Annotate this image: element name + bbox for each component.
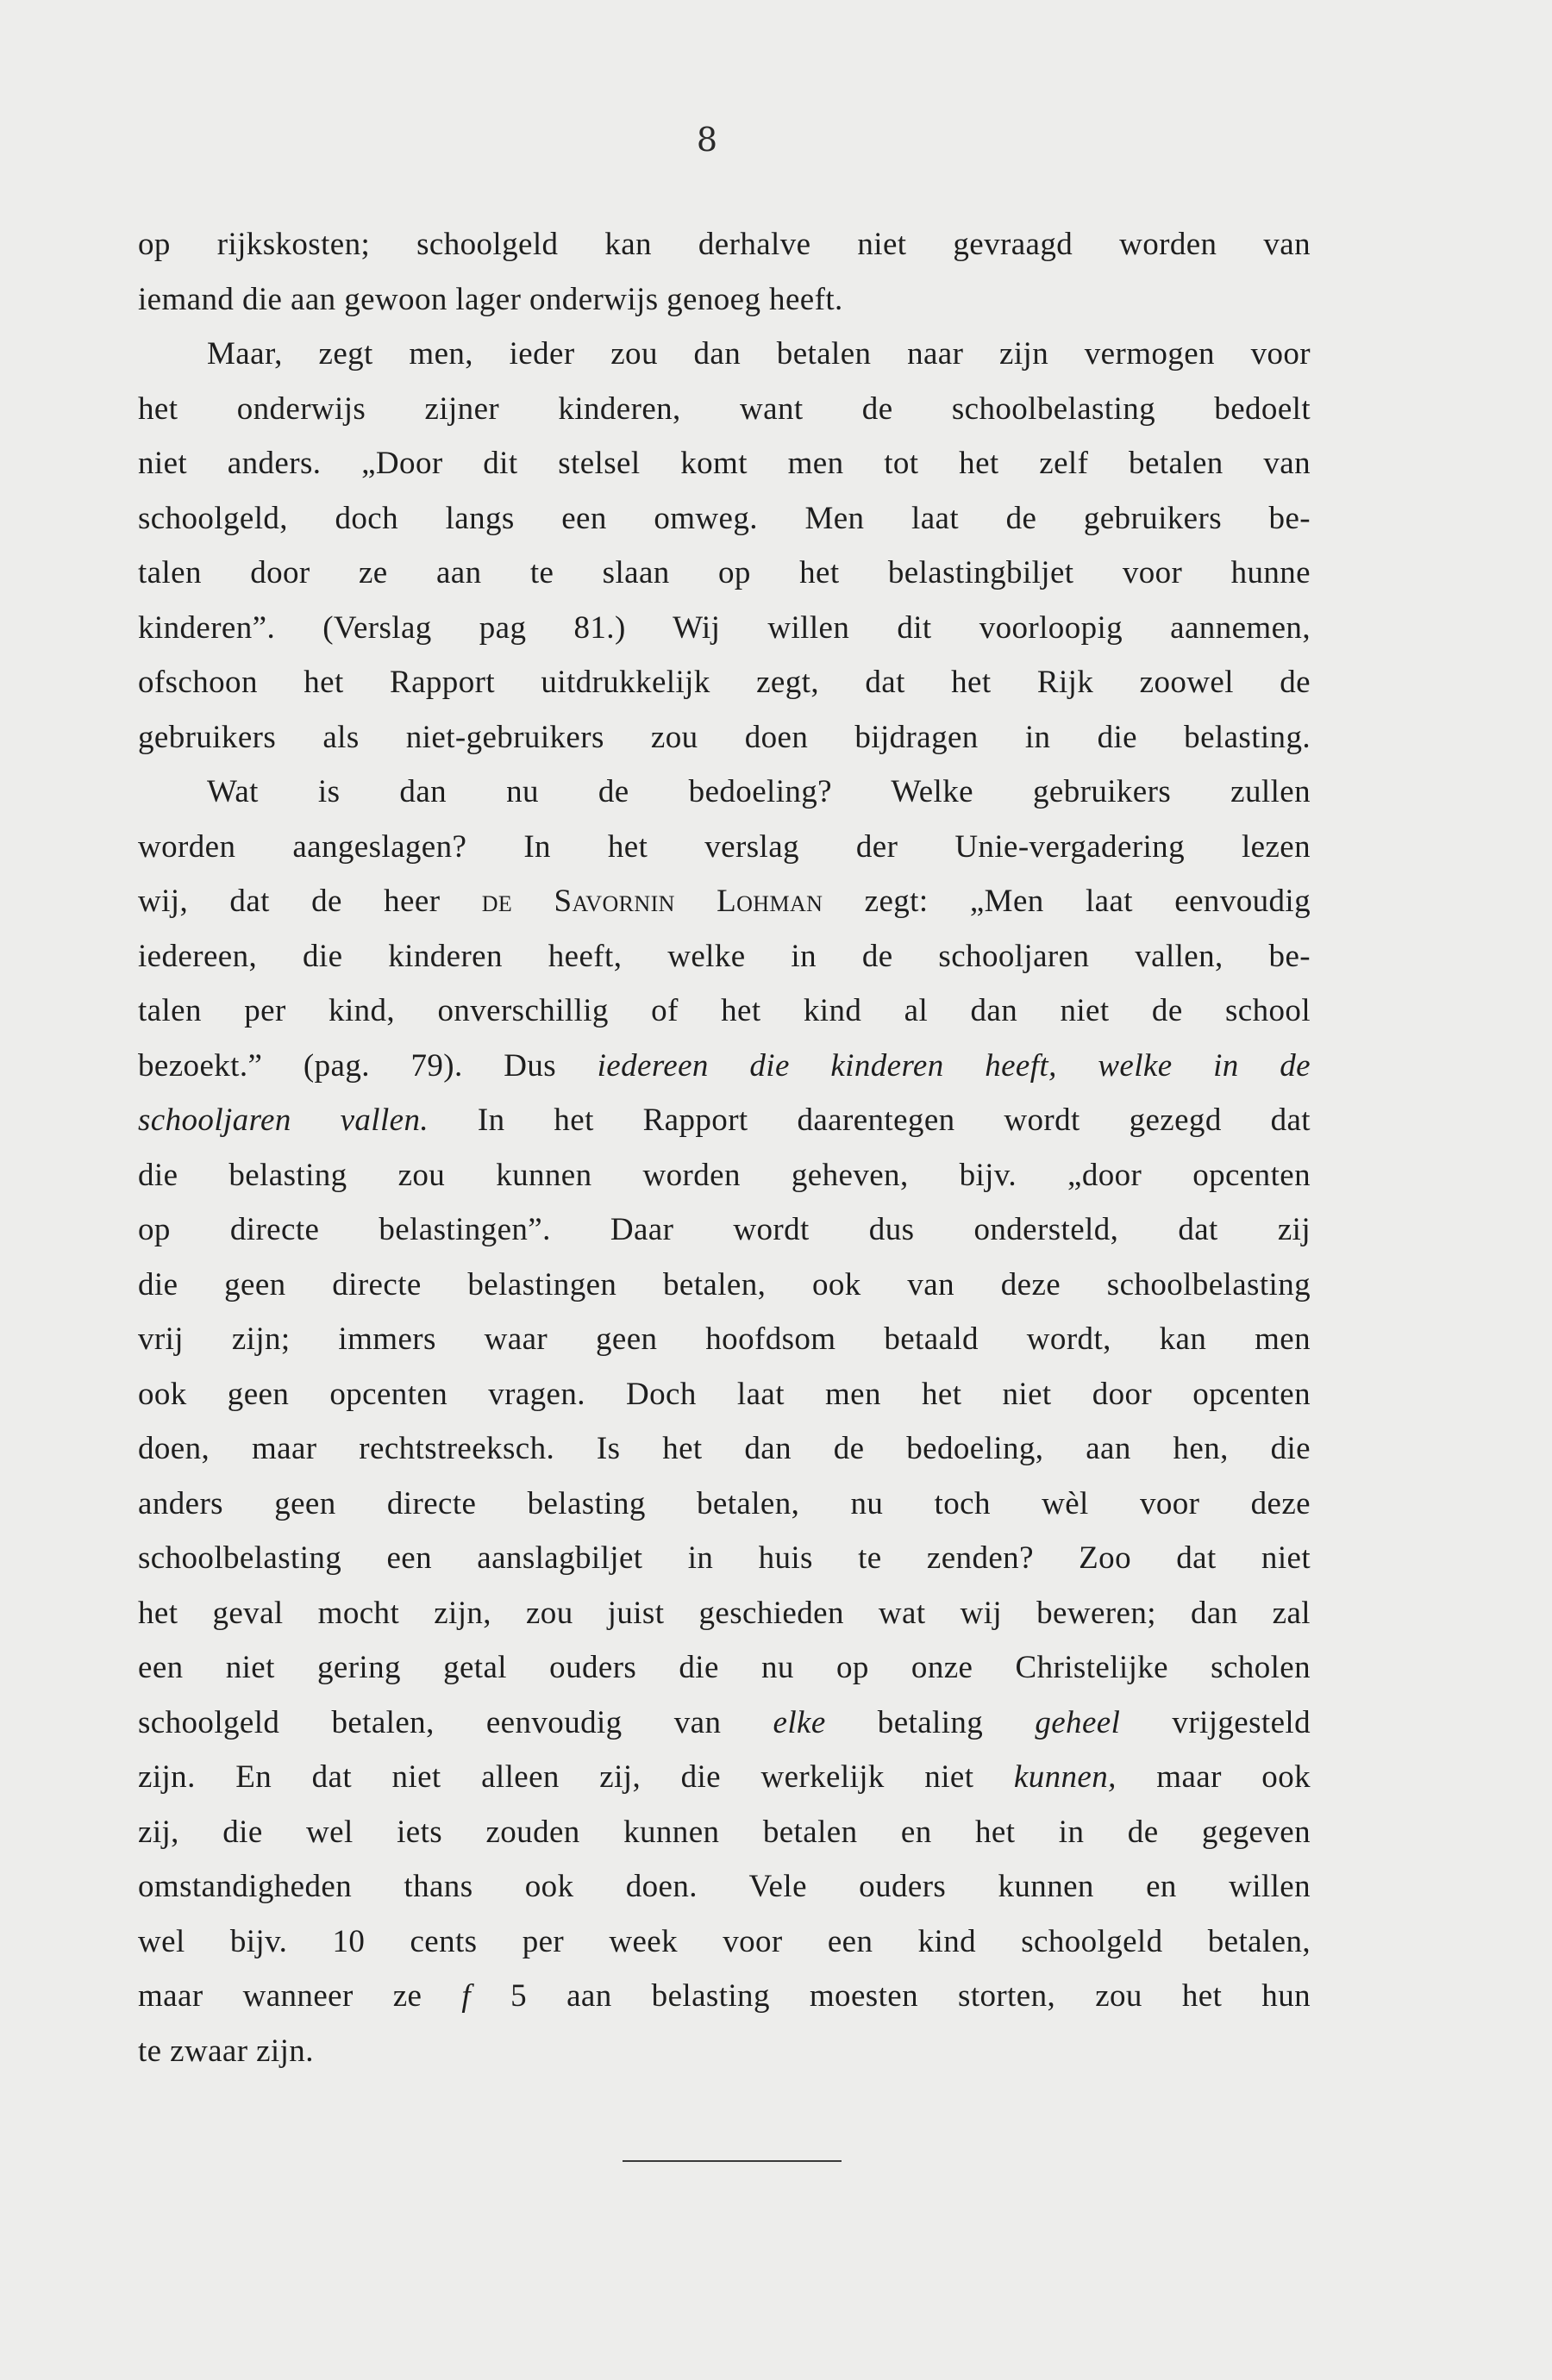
text-segment: maar ook: [1116, 1759, 1311, 1795]
text-line: [138, 1750, 1311, 1805]
emphasis-text: kunnen,: [1013, 1759, 1117, 1795]
text-line: gebruikers als niet-gebruikers zou doen bijdragen in die belasting.: [138, 719, 1311, 755]
text-line: een niet gering getal ouders die nu op onze Christelijke scholen: [138, 1650, 1311, 1685]
text-line: [138, 874, 1311, 929]
text-line: [138, 1969, 1311, 2024]
body-text: [138, 217, 1311, 2078]
text-line: op rijkskosten; schoolgeld kan derhalve niet gevraagd worden van: [138, 227, 1311, 262]
emphasis-text: iedereen die kinderen heeft, welke in de: [597, 1047, 1311, 1084]
text-segment: In het Rapport daarentegen wordt gezegd dat: [429, 1103, 1311, 1138]
text-line: omstandigheden thans ook doen. Vele ouders kunnen en willen: [138, 1869, 1311, 1904]
text-line: [138, 1696, 1311, 1751]
section-divider: [623, 2160, 842, 2162]
guilder-sign: f: [461, 1978, 472, 2014]
text-segment: betaling: [825, 1704, 1036, 1740]
person-name: de Savornin Lohman: [481, 884, 823, 919]
text-segment: 5 aan belasting moesten storten, zou het hun: [471, 1978, 1311, 2014]
text-line: wel bijv. 10 cents per week voor een kind schoolgeld betalen,: [138, 1923, 1311, 1959]
text-line: [138, 1093, 1311, 1148]
text-line: talen door ze aan te slaan op het belastingbiljet voor hunne: [138, 555, 1311, 590]
text-segment: zijn. En dat niet alleen zij, die werkelijk niet: [138, 1759, 1014, 1795]
text-line: doen, maar rechtstreeksch. Is het dan de bedoeling, aan hen, die: [138, 1431, 1311, 1466]
text-line: anders geen directe belasting betalen, nu toch wèl voor deze: [138, 1485, 1311, 1521]
text-line: die geen directe belastingen betalen, ook van deze schoolbelasting: [138, 1266, 1311, 1302]
text-line: schoolbelasting een aanslagbiljet in huis te zenden? Zoo dat niet: [138, 1540, 1311, 1576]
text-line: op directe belastingen”. Daar wordt dus ondersteld, dat zij: [138, 1212, 1311, 1247]
text-line: het onderwijs zijner kinderen, want de schoolbelasting bedoelt: [138, 390, 1311, 427]
text-line: zij, die wel iets zouden kunnen betalen en het in de gegeven: [138, 1814, 1311, 1850]
text-line: het geval mocht zijn, zou juist geschieden wat wij beweren; dan zal: [138, 1595, 1311, 1631]
text-segment: vrijgesteld: [1120, 1704, 1311, 1740]
emphasis-text: elke: [773, 1704, 826, 1740]
text-line: Maar, zegt men, ieder zou dan betalen naar zijn vermogen voor: [207, 336, 1311, 372]
text-line: Wat is dan nu de bedoeling? Welke gebruikers zullen: [207, 774, 1311, 809]
text-segment: maar wanneer ze: [138, 1978, 462, 2014]
text-segment: bezoekt.” (pag. 79). Dus: [138, 1047, 598, 1084]
text-segment: schoolgeld betalen, eenvoudig van: [138, 1704, 773, 1740]
text-line: te zwaar zijn.: [138, 2033, 314, 2069]
text-line: ofschoon het Rapport uitdrukkelijk zegt, dat het Rijk zoowel de: [138, 665, 1311, 700]
text-line: die belasting zou kunnen worden geheven, bijv. „door opcenten: [138, 1157, 1311, 1193]
text-line: talen per kind, onverschillig of het kind al dan niet de school: [138, 993, 1311, 1028]
text-segment: wij, dat de heer: [138, 884, 482, 919]
text-line: ook geen opcenten vragen. Doch laat men het niet door opcenten: [138, 1376, 1311, 1412]
text-line: worden aangeslagen? In het verslag der Unie-vergadering lezen: [138, 828, 1311, 865]
text-line: iedereen, die kinderen heeft, welke in de schooljaren vallen, be-: [138, 938, 1311, 974]
text-line: niet anders. „Door dit stelsel komt men tot het zelf betalen van: [138, 446, 1311, 481]
page-number: 8: [696, 121, 718, 159]
text-line: iemand die aan gewoon lager onderwijs genoeg heeft.: [138, 281, 843, 317]
emphasis-text: geheel: [1035, 1704, 1121, 1740]
text-line: schoolgeld, doch langs een omweg. Men laat de gebruikers be-: [138, 500, 1311, 536]
emphasis-text: schooljaren vallen.: [138, 1103, 429, 1138]
text-line: kinderen”. (Verslag pag 81.) Wij willen dit voorloopig aannemen,: [138, 609, 1311, 646]
text-line: vrij zijn; immers waar geen hoofdsom betaald wordt, kan men: [138, 1321, 1311, 1357]
text-line: [138, 1039, 1311, 1094]
text-segment: zegt: „Men laat eenvoudig: [823, 884, 1311, 919]
